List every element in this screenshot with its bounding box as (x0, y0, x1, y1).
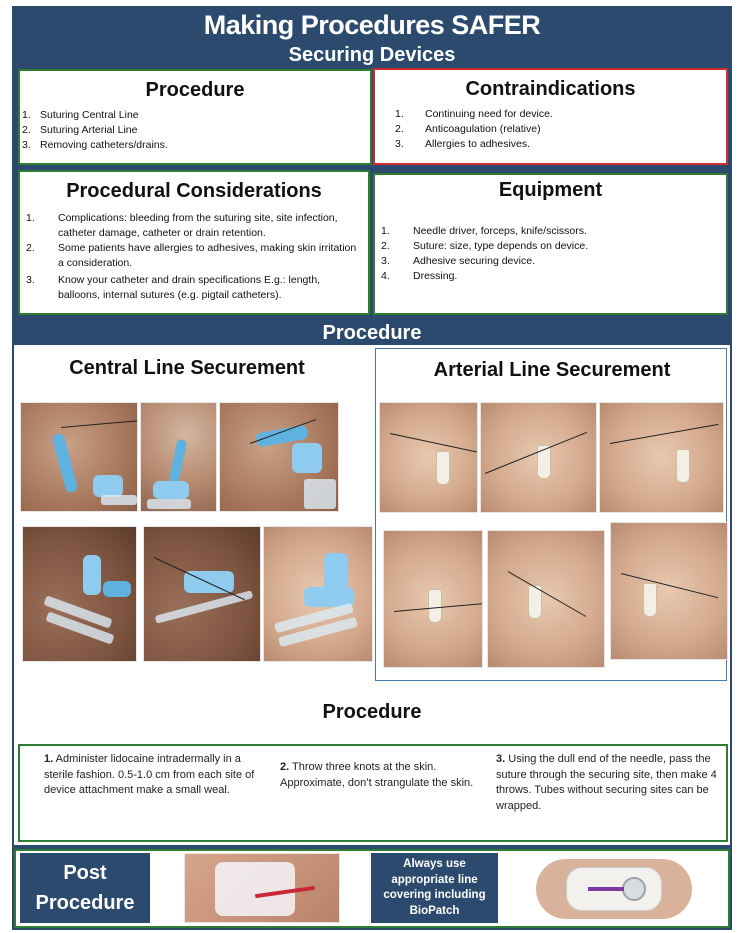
biopatch-note: Always use appropriate line covering including BioPatch (371, 853, 498, 923)
poster-subtitle: Securing Devices (288, 44, 456, 66)
arterial-line-photo-1 (379, 402, 478, 513)
list-item: 3. Removing catheters/drains. (22, 139, 168, 151)
procedure-section-title: Procedure (322, 322, 422, 344)
step-3: 3. Using the dull end of the needle, pass the suture through the securing site, then make 4 throws. Tubes without securing sites can be wrapped. (496, 753, 717, 812)
arterial-line-photo-4 (383, 530, 483, 668)
list-item: 1. Suturing Central Line (22, 109, 139, 121)
step-2: 2. Throw three knots at the skin. Approximate, don’t strangulate the skin. (280, 761, 474, 789)
central-line-photo-5 (143, 526, 261, 662)
equipment-title: Equipment (498, 179, 603, 201)
list-item: 2. Some patients have allergies to adhesives, making skin irritation a consideration. (26, 242, 357, 269)
central-line-photo-1 (20, 402, 138, 512)
procedure-box-title: Procedure (145, 79, 245, 101)
list-item: 4. Dressing. (381, 270, 458, 282)
central-line-photo-3 (219, 402, 339, 512)
contraindications-title: Contraindications (465, 78, 636, 100)
considerations-list (26, 211, 358, 303)
central-line-photo-4 (22, 526, 137, 662)
equipment-box (373, 173, 728, 315)
arterial-line-photo-5 (487, 530, 605, 668)
central-line-title: Central Line Securement (69, 357, 305, 379)
equipment-list (381, 224, 726, 284)
arterial-line-title: Arterial Line Securement (433, 359, 671, 381)
dressing-photo-1 (184, 853, 340, 923)
step-1: 1. Administer lidocaine intradermally in a sterile fashion. 0.5-1.0 cm from each site of device attachment make a small weal. (44, 753, 255, 796)
arterial-line-photo-2 (480, 402, 597, 513)
contraindications-list (395, 107, 726, 152)
poster-title: Making Procedures SAFER (203, 10, 541, 40)
dressing-photo-2 (530, 855, 700, 923)
list-item: 1. Continuing need for device. (395, 108, 553, 120)
list-item: 2. Suture: size, type depends on device. (381, 240, 589, 252)
list-item: 3. Allergies to adhesives. (395, 138, 531, 150)
procedure-list (22, 108, 370, 153)
list-item: 3. Adhesive securing device. (381, 255, 535, 267)
central-line-photo-2 (140, 402, 217, 512)
list-item: 1. Needle driver, forceps, knife/scissors. (381, 225, 587, 237)
procedure-box (18, 69, 372, 165)
post-procedure-label: Post Procedure (20, 853, 150, 923)
arterial-line-photo-3 (599, 402, 724, 513)
steps-section-title: Procedure (322, 701, 422, 723)
list-item: 1. Complications: bleeding from the suturing site, site infection, catheter damage, catheter or drain retention. (26, 212, 338, 239)
contraindications-box (373, 68, 728, 165)
considerations-title: Procedural Considerations (66, 180, 322, 202)
arterial-line-photo-6 (610, 522, 728, 660)
list-item: 2. Suturing Arterial Line (22, 124, 138, 136)
central-line-photo-6 (263, 526, 373, 662)
list-item: 3. Know your catheter and drain specifications E.g.: length, balloons, internal sutures (e.g. pigtail catheters). (26, 274, 321, 301)
considerations-box (18, 170, 370, 315)
list-item: 2. Anticoagulation (relative) (395, 123, 541, 135)
